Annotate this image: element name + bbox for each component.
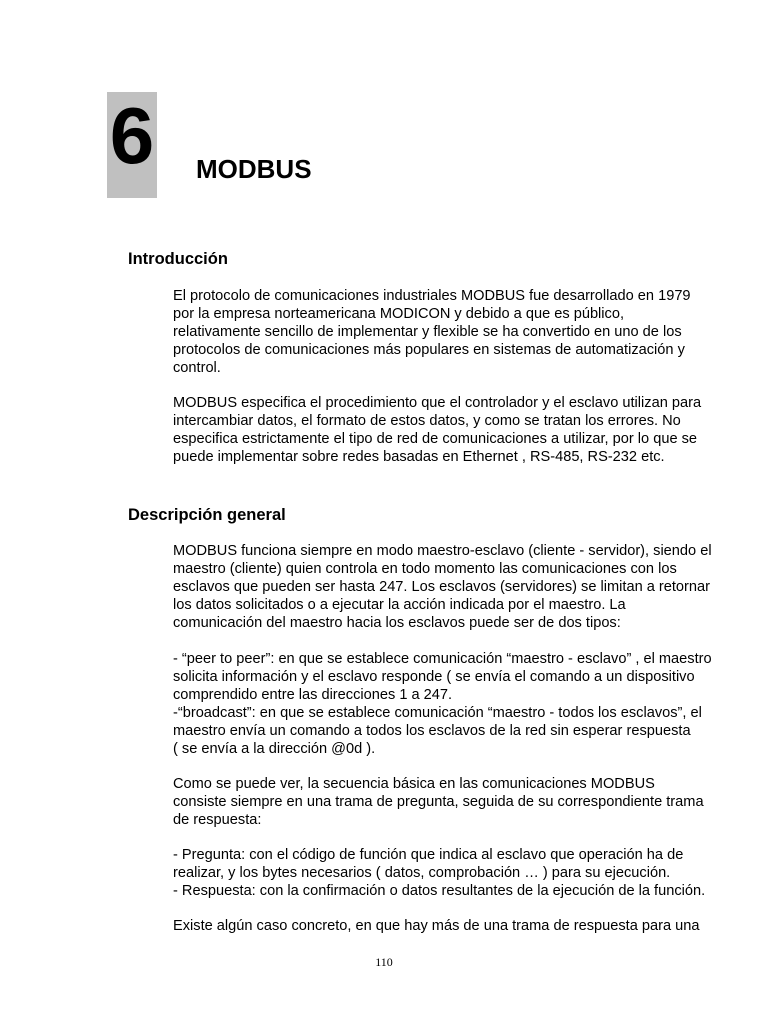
text-line: por la empresa norteamericana MODICON y debido a que es público, xyxy=(173,305,625,322)
text-line: comprendido entre las direcciones 1 a 247. xyxy=(173,686,453,703)
descripcion-paragraph-1 xyxy=(173,543,733,633)
text-line: MODBUS funciona siempre en modo maestro-esclavo (cliente - servidor), siendo el xyxy=(173,543,712,559)
text-line: control. xyxy=(173,359,221,376)
text-line: Como se puede ver, la secuencia básica en las comunicaciones MODBUS xyxy=(173,776,655,792)
text-line: de respuesta: xyxy=(173,811,262,828)
text-line: protocolos de comunicaciones más populares en sistemas de automatización y xyxy=(173,341,685,358)
intro-paragraph-2 xyxy=(173,395,733,467)
text-line: - Pregunta: con el código de función que indica al esclavo que operación ha de xyxy=(173,847,684,863)
text-line: puede implementar sobre redes basadas en Ethernet , RS-485, RS-232 etc. xyxy=(173,448,665,465)
text-line: los datos solicitados o a ejecutar la acción indicada por el maestro. La xyxy=(173,596,626,613)
text-line: realizar, y los bytes necesarios ( datos, comprobación … ) para su ejecución. xyxy=(173,864,671,881)
text-line: relativamente sencillo de implementar y flexible se ha convertido en uno de los xyxy=(173,323,682,340)
text-line: especifica estrictamente el tipo de red de comunicaciones a utilizar, por lo que se xyxy=(173,430,698,447)
text-line: El protocolo de comunicaciones industriales MODBUS fue desarrollado en 1979 xyxy=(173,288,691,304)
chapter-number: 6 xyxy=(109,91,155,180)
text-line: - “peer to peer”: en que se establece comunicación “maestro - esclavo” , el maestro xyxy=(173,651,712,667)
chapter-title: MODBUS xyxy=(196,154,312,184)
text-line: solicita información y el esclavo responde ( se envía el comando a un dispositivo xyxy=(173,668,695,685)
descripcion-paragraph-3 xyxy=(173,776,733,830)
text-line: MODBUS especifica el procedimiento que el controlador y el esclavo utilizan para xyxy=(173,395,702,411)
text-line: Existe algún caso concreto, en que hay más de una trama de respuesta para una xyxy=(173,918,700,934)
descripcion-paragraph-2 xyxy=(173,651,733,758)
intro-paragraph-1 xyxy=(173,288,733,378)
descripcion-paragraph-5 xyxy=(173,918,733,936)
text-line: comunicación del maestro hacia los esclavos puede ser de dos tipos: xyxy=(173,614,621,631)
text-line: -“broadcast”: en que se establece comunicación “maestro - todos los esclavos”, el xyxy=(173,704,702,721)
text-line: - Respuesta: con la confirmación o datos resultantes de la ejecución de la función. xyxy=(173,882,706,899)
text-line: maestro (cliente) quien controla en todo momento las comunicaciones con los xyxy=(173,560,677,577)
descripcion-paragraph-4 xyxy=(173,847,733,901)
text-line: ( se envía a la dirección @0d ). xyxy=(173,740,376,757)
section-heading-introduccion: Introducción xyxy=(128,250,228,268)
page-number: 110 xyxy=(375,955,393,969)
text-line: esclavos que pueden ser hasta 247. Los esclavos (servidores) se limitan a retornar xyxy=(173,578,711,595)
text-line: intercambiar datos, el formato de estos datos, y como se tratan los errores. No xyxy=(173,412,681,429)
section-heading-descripcion: Descripción general xyxy=(128,506,286,524)
text-line: maestro envía un comando a todos los esclavos de la red sin esperar respuesta xyxy=(173,722,691,739)
text-line: consiste siempre en una trama de pregunta, seguida de su correspondiente trama xyxy=(173,793,704,810)
